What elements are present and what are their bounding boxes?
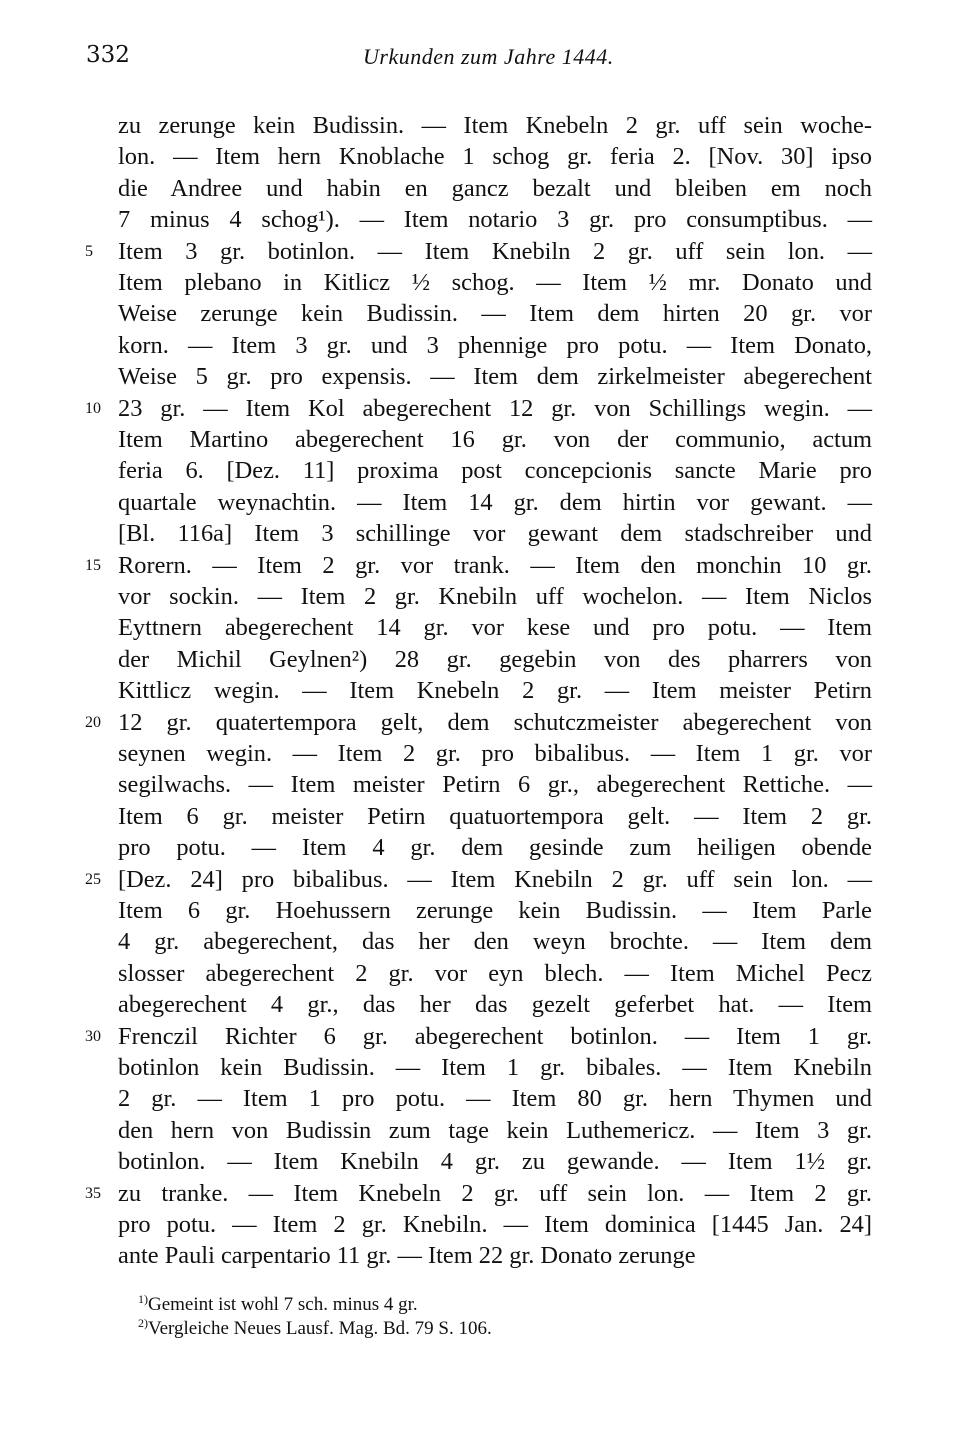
line-text: Weise 5 gr. pro expensis. — Item dem zirkelmeister abegerechent — [118, 363, 872, 391]
page-header — [0, 42, 960, 82]
line-text: segilwachs. — Item meister Petirn 6 gr., abegerechent Rettiche. — — [118, 771, 872, 799]
line-text: den hern von Budissin zum tage kein Luthemericz. — Item 3 gr. — [118, 1116, 872, 1144]
text-line — [118, 487, 872, 518]
text-line — [118, 1083, 872, 1114]
text-line — [85, 707, 872, 738]
page-number: 332 — [86, 42, 130, 68]
text-line — [85, 1021, 872, 1052]
line-text: Item 3 gr. botinlon. — Item Knebiln 2 gr. uff sein lon. — — [118, 237, 872, 265]
footnote — [138, 1316, 868, 1341]
line-text: 12 gr. quatertempora gelt, dem schutczmeister abegerechent von — [118, 708, 872, 736]
line-text: zu zerunge kein Budissin. — Item Knebeln 2 gr. uff sein woche- — [118, 112, 872, 139]
text-line — [118, 895, 872, 926]
text-line — [118, 801, 872, 832]
line-text: 2 gr. — Item 1 pro potu. — Item 80 gr. hern Thymen und — [118, 1085, 872, 1113]
line-text: 23 gr. — Item Kol abegerechent 12 gr. von Schillings wegin. — — [118, 394, 872, 422]
line-text: botinlon kein Budissin. — Item 1 gr. bibales. — Item Knebiln — [118, 1054, 872, 1081]
line-text: vor sockin. — Item 2 gr. Knebiln uff wochelon. — Item Niclos — [118, 583, 872, 610]
text-line — [118, 1115, 872, 1146]
text-line — [85, 550, 872, 581]
footnote-mark: 2) — [138, 1316, 148, 1330]
text-line — [118, 361, 872, 392]
line-text: pro potu. — Item 2 gr. Knebiln. — Item dominica [1445 Jan. 24] — [118, 1211, 872, 1238]
line-text: 4 gr. abegerechent, das her den weyn brochte. — Item dem — [118, 928, 872, 956]
line-text: abegerechent 4 gr., das her das gezelt geferbet hat. — Item — [118, 991, 872, 1019]
text-line — [118, 1146, 872, 1177]
footnote-text: Gemeint ist wohl 7 sch. minus 4 gr. — [148, 1294, 418, 1315]
line-text: Eyttnern abegerechent 14 gr. vor kese und pro potu. — Item — [118, 614, 872, 642]
text-line — [118, 518, 872, 549]
text-line — [118, 173, 872, 204]
text-line — [118, 832, 872, 863]
text-line — [85, 393, 872, 424]
line-text: Kittlicz wegin. — Item Knebeln 2 gr. — Item meister Petirn — [118, 677, 872, 705]
text-line — [118, 110, 872, 141]
line-text: Item 6 gr. Hoehussern zerunge kein Budissin. — Item Parle — [118, 897, 872, 924]
text-line — [85, 1178, 872, 1209]
line-text: ante Pauli carpentario 11 gr. — Item 22 gr. Donato zerunge — [118, 1242, 696, 1270]
line-text: feria 6. [Dez. 11] proxima post concepcionis sancte Marie pro — [118, 457, 872, 485]
text-line — [118, 926, 872, 957]
line-text: Item Martino abegerechent 16 gr. von der communio, actum — [118, 426, 872, 453]
text-line — [118, 738, 872, 769]
text-line — [118, 204, 872, 235]
line-text: zu tranke. — Item Knebeln 2 gr. uff sein lon. — Item 2 gr. — [118, 1179, 872, 1207]
line-text: korn. — Item 3 gr. und 3 phennige pro potu. — Item Donato, — [118, 331, 872, 359]
text-line — [118, 455, 872, 486]
line-text: pro potu. — Item 4 gr. dem gesinde zum heiligen obende — [118, 834, 872, 862]
text-line — [118, 989, 872, 1020]
text-line — [118, 267, 872, 298]
text-line — [118, 141, 872, 172]
line-text: der Michil Geylnen²) 28 gr. gegebin von des pharrers von — [118, 645, 872, 673]
line-text: slosser abegerechent 2 gr. vor eyn blech. — Item Michel Pecz — [118, 959, 872, 987]
text-line — [85, 864, 872, 895]
footnote-mark: 1) — [138, 1292, 148, 1306]
line-number: 25 — [85, 870, 101, 888]
line-text: Weise zerunge kein Budissin. — Item dem hirten 20 gr. vor — [118, 300, 872, 328]
text-line — [118, 958, 872, 989]
text-line — [118, 612, 872, 643]
line-text: [Dez. 24] pro bibalibus. — Item Knebiln 2 gr. uff sein lon. — — [118, 865, 872, 893]
text-line — [118, 769, 872, 800]
line-number: 20 — [85, 713, 101, 731]
text-line — [118, 1052, 872, 1083]
line-text: lon. — Item hern Knoblache 1 schog gr. feria 2. [Nov. 30] ipso — [118, 143, 872, 171]
text-line — [118, 581, 872, 612]
line-text: quartale weynachtin. — Item 14 gr. dem hirtin vor gewant. — — [118, 488, 872, 516]
line-number: 30 — [85, 1027, 101, 1045]
text-line — [118, 675, 872, 706]
footnotes — [138, 1292, 868, 1341]
text-line — [85, 236, 872, 267]
line-text: seynen wegin. — Item 2 gr. pro bibalibus. — Item 1 gr. vor — [118, 740, 872, 767]
line-text: botinlon. — Item Knebiln 4 gr. zu gewande. — Item 1½ gr. — [118, 1148, 872, 1176]
running-head: Urkunden zum Jahre 1444. — [363, 44, 614, 69]
text-line — [118, 424, 872, 455]
line-number: 10 — [85, 399, 101, 417]
line-text: [Bl. 116a] Item 3 schillinge vor gewant dem stadschreiber und — [118, 520, 872, 548]
line-text: Item 6 gr. meister Petirn quatuortempora gelt. — Item 2 gr. — [118, 802, 872, 830]
line-text: Frenczil Richter 6 gr. abegerechent botinlon. — Item 1 gr. — [118, 1022, 872, 1050]
line-text: die Andree und habin en gancz bezalt und bleiben em noch — [118, 174, 872, 202]
text-line — [118, 1240, 872, 1271]
line-number: 15 — [85, 556, 101, 574]
text-line — [118, 644, 872, 675]
line-number: 35 — [85, 1184, 101, 1202]
line-text: Item plebano in Kitlicz ½ schog. — Item ½ mr. Donato und — [118, 269, 872, 296]
line-text: 7 minus 4 schog¹). — Item notario 3 gr. pro consumptibus. — — [118, 206, 872, 234]
footnote-text: Vergleiche Neues Lausf. Mag. Bd. 79 S. 106. — [148, 1318, 492, 1339]
line-number: 5 — [85, 242, 93, 260]
footnote — [138, 1292, 868, 1317]
line-text: Rorern. — Item 2 gr. vor trank. — Item den monchin 10 gr. — [118, 551, 872, 579]
text-line — [118, 1209, 872, 1240]
text-line — [118, 330, 872, 361]
text-line — [118, 298, 872, 329]
